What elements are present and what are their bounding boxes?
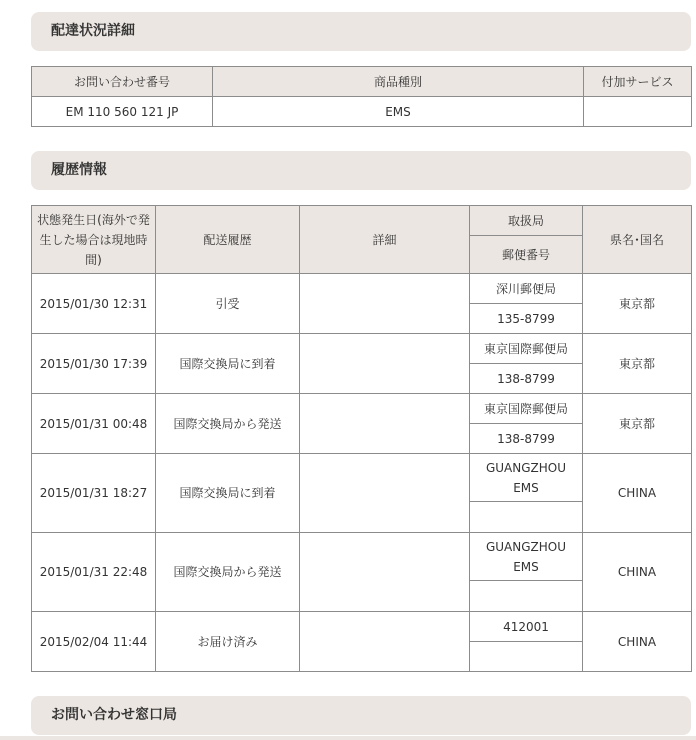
history-date: 2015/02/04 11:44 (32, 612, 156, 672)
history-table (31, 205, 692, 672)
item-type: EMS (213, 97, 584, 127)
history-region: 東京都 (583, 394, 692, 454)
header-status: 配送履歴 (156, 206, 300, 274)
header-additional-service: 付加サービス (584, 67, 692, 97)
details-table (31, 66, 692, 127)
history-postal (470, 502, 583, 533)
details-section-header (31, 12, 691, 51)
history-postal: 135-8799 (470, 304, 583, 334)
history-section-header (31, 151, 691, 190)
additional-service (584, 97, 692, 127)
header-postal: 郵便番号 (470, 236, 583, 274)
history-region: CHINA (583, 612, 692, 672)
header-office: 取扱局 (470, 206, 583, 236)
history-office: GUANGZHOU EMS (470, 454, 583, 502)
history-status: 国際交換局から発送 (156, 394, 300, 454)
header-detail: 詳細 (300, 206, 470, 274)
header-tracking-number: お問い合わせ番号 (32, 67, 213, 97)
history-office: 412001 (470, 612, 583, 642)
history-detail (300, 454, 470, 533)
header-date: 状態発生日(海外で発生した場合は現地時間) (32, 206, 156, 274)
history-detail (300, 533, 470, 612)
history-date: 2015/01/31 22:48 (32, 533, 156, 612)
bottom-divider (0, 736, 696, 740)
history-postal (470, 581, 583, 612)
history-date: 2015/01/30 12:31 (32, 274, 156, 334)
history-office: 深川郵便局 (470, 274, 583, 304)
history-detail (300, 612, 470, 672)
contact-section-header (31, 696, 691, 735)
history-region: CHINA (583, 533, 692, 612)
history-postal: 138-8799 (470, 364, 583, 394)
history-status: 国際交換局に到着 (156, 334, 300, 394)
history-status: お届け済み (156, 612, 300, 672)
history-region: 東京都 (583, 334, 692, 394)
header-item-type: 商品種別 (213, 67, 584, 97)
history-section-title: 履歴情報 (51, 162, 107, 178)
history-postal: 138-8799 (470, 424, 583, 454)
contact-section-title: お問い合わせ窓口局 (51, 707, 177, 723)
history-status: 国際交換局に到着 (156, 454, 300, 533)
history-office: GUANGZHOU EMS (470, 533, 583, 581)
history-detail (300, 274, 470, 334)
history-office: 東京国際郵便局 (470, 334, 583, 364)
history-date: 2015/01/31 00:48 (32, 394, 156, 454)
history-date: 2015/01/30 17:39 (32, 334, 156, 394)
history-status: 国際交換局から発送 (156, 533, 300, 612)
history-postal (470, 642, 583, 672)
history-date: 2015/01/31 18:27 (32, 454, 156, 533)
history-status: 引受 (156, 274, 300, 334)
history-office: 東京国際郵便局 (470, 394, 583, 424)
tracking-number: EM 110 560 121 JP (32, 97, 213, 127)
details-section-title: 配達状況詳細 (51, 23, 135, 39)
history-region: CHINA (583, 454, 692, 533)
history-detail (300, 394, 470, 454)
history-detail (300, 334, 470, 394)
history-region: 東京都 (583, 274, 692, 334)
header-region: 県名･国名 (583, 206, 692, 274)
